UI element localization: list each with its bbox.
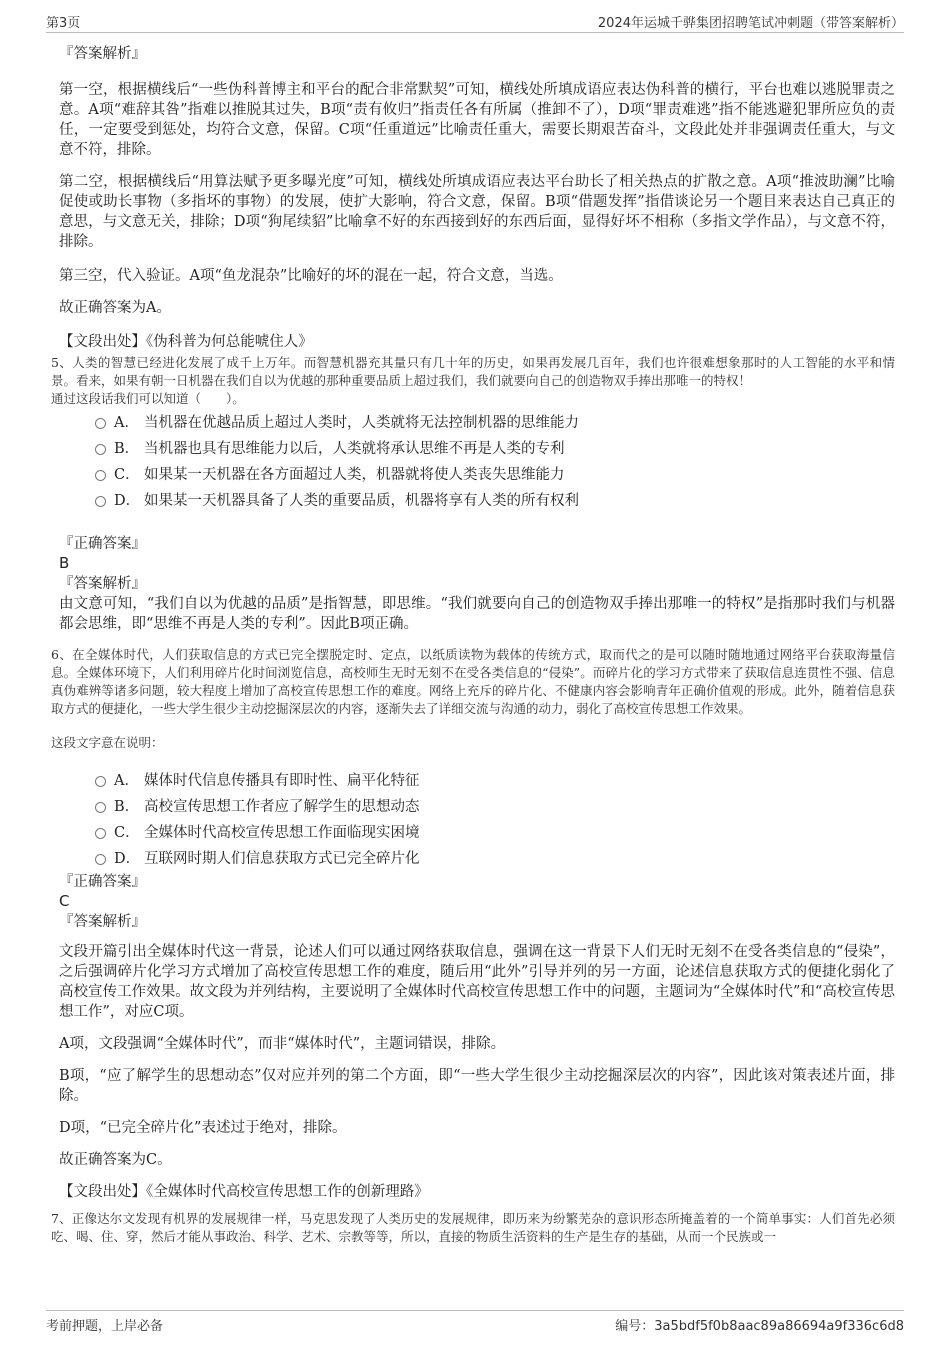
q6-answer-label: 『正确答案』 — [59, 874, 146, 890]
option-letter: D． — [114, 493, 141, 509]
option-text: 如果某一天机器具备了人类的重要品质，机器将享有人类的所有权利 — [144, 493, 579, 509]
q6-option-d[interactable] — [95, 846, 895, 872]
q4-analysis-p2: 第二空，根据横线后“用算法赋予更多曝光度”可知，横线处所填成语应表达平台助长了相关热点的扩散之意。A项“推波助澜”比喻促使或助长事物（多指坏的事物）的发展，使扩大影响，符合文意，保留。B项“借题发挥”指借谈论另一个题目来表达自己真正的意思，与文意无关，排除；D项“狗尾续貂”比喻拿不好的东西接到好的东西后面，显得好坏不相称（多指文学作品），与文意不符，排除。 — [59, 174, 895, 250]
option-text: 如果某一天机器在各方面超过人类，机器就将使人类丧失思维能力 — [144, 467, 565, 483]
q6-option-b[interactable] — [95, 794, 895, 820]
q5-option-b[interactable] — [95, 436, 895, 462]
q6-analysis-p2: A项，文段强调“全媒体时代”，而非“媒体时代”，主题词错误，排除。 — [59, 1036, 506, 1052]
option-letter: B． — [114, 441, 140, 457]
radio-icon[interactable] — [95, 496, 106, 507]
option-text: 当机器也具有思维能力以后，人类就将承认思维不再是人类的专利 — [144, 441, 565, 457]
option-text: 全媒体时代高校宣传思想工作面临现实困境 — [144, 825, 420, 841]
option-letter: A． — [114, 415, 139, 431]
page-footer — [46, 1310, 904, 1333]
page-number: 第3页 — [46, 16, 81, 31]
q7-text: 7、正像达尔文发现有机界的发展规律一样，马克思发现了人类历史的发展规律，即历来为纷繁芜杂的意识形态所掩盖着的一个简单事实：人们首先必须吃、喝、住、穿，然后才能从事政治、科学、艺术、宗教等等，所以，直接的物质生活资料的生产是生存的基础，从而一个民族或一 — [51, 1211, 895, 1244]
q6-answer-statement: 故正确答案为C。 — [59, 1152, 172, 1168]
q4-source: 【文段出处】《伪科普为何总能唬住人》 — [59, 334, 313, 350]
footer-slogan: 考前押题，上岸必备 — [46, 1319, 164, 1334]
document-id: 编号：3a5bdf5f0b8aac89a86694a9f336c6d8 — [615, 1319, 904, 1334]
q6-answer: C — [59, 892, 70, 910]
document-body — [51, 44, 895, 1246]
option-letter: C． — [114, 467, 140, 483]
option-text: 媒体时代信息传播具有即时性、扁平化特征 — [144, 773, 420, 789]
radio-icon[interactable] — [95, 418, 106, 429]
radio-icon[interactable] — [95, 828, 106, 839]
q5-options — [95, 410, 895, 514]
q6-analysis-p1: 文段开篇引出全媒体时代这一背景，论述人们可以通过网络获取信息，强调在这一背景下人们无时无刻不在受各类信息的“侵染”，之后强调碎片化学习方式增加了高校宣传思想工作的难度，随后用“此外”引导并列的另一方面，论述信息获取方式的便捷化弱化了高校宣传工作效果。故文段为并列结构，主要说明了全媒体时代高校宣传思想工作中的问题，主题词为“全媒体时代”和“高校宣传思想工作”，对应C项。 — [59, 944, 895, 1020]
q5-prompt: 通过这段话我们可以知道（ ）。 — [51, 391, 245, 406]
radio-icon[interactable] — [95, 444, 106, 455]
q6-option-a[interactable] — [95, 768, 895, 794]
q5-analysis: 由文意可知，“我们自以为优越的品质”是指智慧，即思维。“我们就要向自己的创造物双手捧出那唯一的特权”是指那时我们与机器都会思维，即“思维不再是人类的专利”。因此B项正确。 — [59, 596, 895, 632]
q6-analysis-label: 『答案解析』 — [59, 914, 146, 930]
page-header — [46, 10, 904, 33]
q6-text: 6、在全媒体时代，人们获取信息的方式已完全摆脱定时、定点，以纸质读物为载体的传统方式，取而代之的是可以随时随地通过网络平台获取海量信息。全媒体环境下，人们利用碎片化时间浏览信息，高校师生无时无刻不在受各类信息的“侵染”。而碎片化的学习方式带来了获取信息连贯性不强、信息真伪难辨等诸多问题，较大程度上增加了高校宣传思想工作的难度。网络上充斥的碎片化、不健康内容会影响青年正确价值观的形成。此外，随着信息获取方式的便捷化，一些大学生很少主动挖掘深层次的内容，逐渐失去了详细交流与沟通的动力，弱化了高校宣传思想工作效果。 — [51, 647, 895, 716]
radio-icon[interactable] — [95, 854, 106, 865]
q6-option-c[interactable] — [95, 820, 895, 846]
document-title: 2024年运城千骅集团招聘笔试冲刺题（带答案解析） — [597, 16, 904, 31]
q4-analysis-label: 『答案解析』 — [59, 46, 146, 62]
q5-option-c[interactable] — [95, 462, 895, 488]
q5-option-a[interactable] — [95, 410, 895, 436]
option-letter: D． — [114, 851, 141, 867]
radio-icon[interactable] — [95, 470, 106, 481]
q4-answer-statement: 故正确答案为A。 — [59, 300, 171, 316]
radio-icon[interactable] — [95, 802, 106, 813]
q6-prompt: 这段文字意在说明： — [51, 735, 164, 750]
q5-answer: B — [59, 554, 70, 572]
q6-analysis-p3: B项，“应了解学生的思想动态”仅对应并列的第二个方面，即“一些大学生很少主动挖掘深层次的内容”，因此该对策表述片面，排除。 — [59, 1068, 895, 1104]
option-letter: C． — [114, 825, 140, 841]
option-text: 高校宣传思想工作者应了解学生的思想动态 — [144, 799, 420, 815]
q5-text: 5、人类的智慧已经进化发展了成千上万年。而智慧机器充其量只有几十年的历史，如果再发展几百年，我们也许很难想象那时的人工智能的水平和情景。看来，如果有朝一日机器在我们自以为优越的那种重要品质上超过我们，我们就要向自己的创造物双手捧出那唯一的特权！ — [51, 355, 895, 388]
q5-option-d[interactable] — [95, 488, 895, 514]
option-text: 互联网时期人们信息获取方式已完全碎片化 — [144, 851, 420, 867]
option-letter: A． — [114, 773, 139, 789]
q4-analysis-p3: 第三空，代入验证。A项“鱼龙混杂”比喻好的坏的混在一起，符合文意，当选。 — [59, 268, 563, 284]
q6-analysis-p4: D项，“已完全碎片化”表述过于绝对，排除。 — [59, 1120, 347, 1136]
q4-analysis-p1: 第一空，根据横线后“一些伪科普博主和平台的配合非常默契”可知，横线处所填成语应表达伪科普的横行，平台也难以逃脱罪责之意。A项“难辞其咎”指难以推脱其过失，B项“责有攸归”指责任各有所属（推卸不了），D项“罪责难逃”指不能逃避犯罪所应负的责任，一定要受到惩处，均符合文意，保留。C项“任重道远”比喻责任重大，需要长期艰苦奋斗，文段此处并非强调责任重大，与文意不符，排除。 — [59, 82, 895, 158]
q5-answer-label: 『正确答案』 — [59, 536, 146, 552]
option-letter: B． — [114, 799, 140, 815]
option-text: 当机器在优越品质上超过人类时，人类就将无法控制机器的思维能力 — [144, 415, 579, 431]
q5-analysis-label: 『答案解析』 — [59, 576, 146, 592]
q6-source: 【文段出处】《全媒体时代高校宣传思想工作的创新理路》 — [59, 1184, 429, 1200]
q6-options — [95, 768, 895, 872]
radio-icon[interactable] — [95, 776, 106, 787]
